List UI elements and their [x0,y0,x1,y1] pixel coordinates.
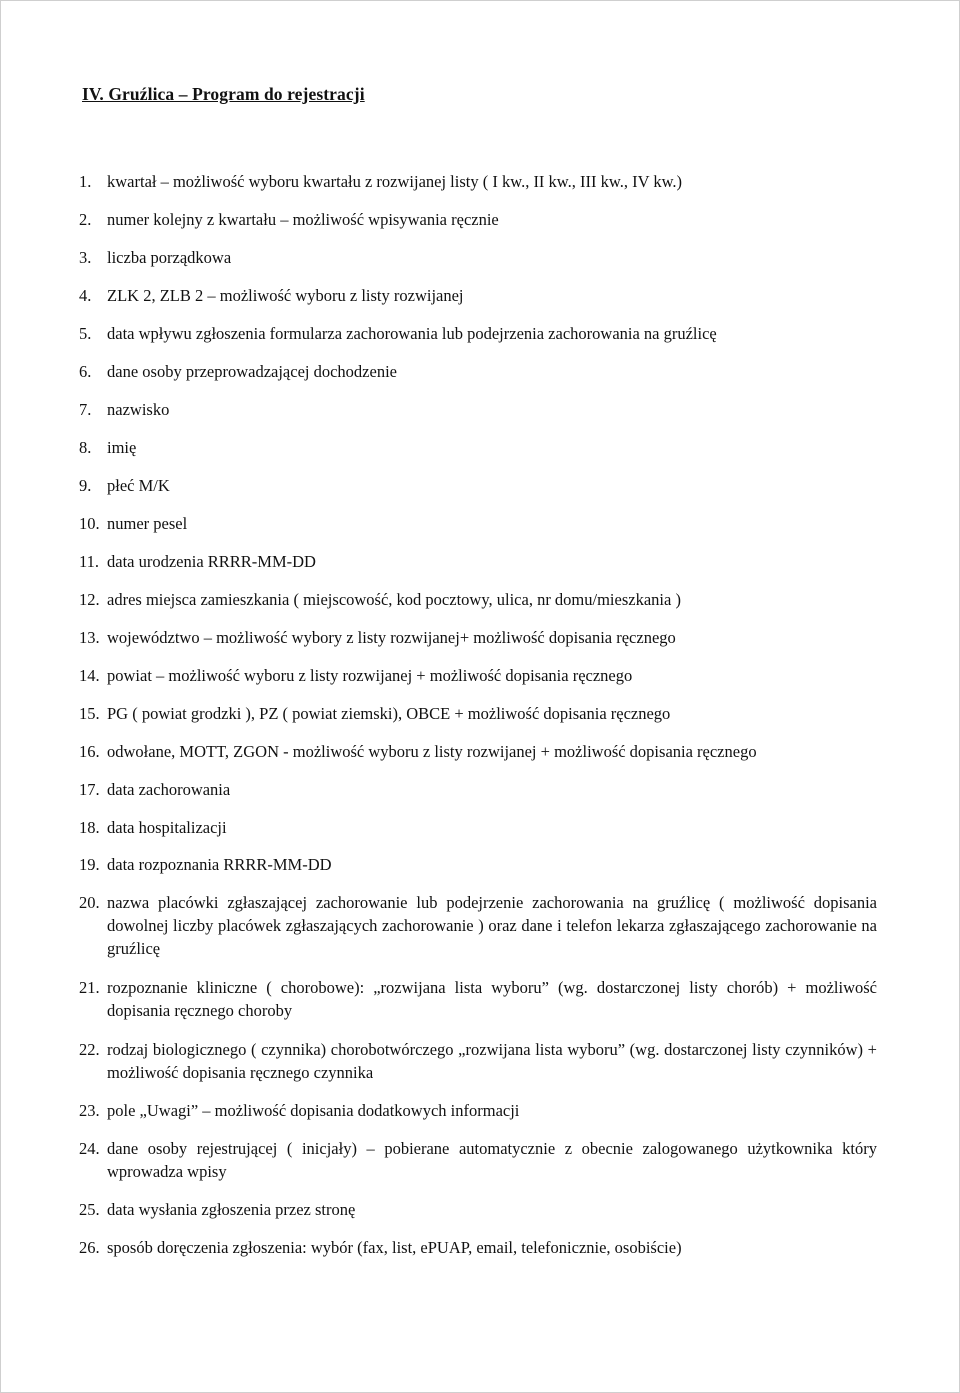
item-text: płeć M/K [107,476,170,495]
item-number: 15. [79,704,100,723]
item-number: 18. [79,818,100,837]
item-text: data hospitalizacji [107,818,227,837]
item-text: powiat – możliwość wyboru z listy rozwijanej + możliwość dopisania ręcznego [107,666,633,685]
item-text: odwołane, MOTT, ZGON - możliwość wyboru z listy rozwijanej + możliwość dopisania ręcznego [107,742,757,761]
item-number: 3. [79,248,92,267]
item-text: data rozpoznania RRRR-MM-DD [107,855,332,874]
item-number: 4. [79,286,92,305]
item-number: 7. [79,400,92,419]
item-number: 11. [79,552,100,571]
item-number: 9. [79,476,92,495]
item-text: rozpoznanie kliniczne ( chorobowe): „rozwijana lista wyboru” (wg. dostarczonej listy chorób) + możliwość dopisania ręcznego choroby [107,978,877,1020]
item-text: nazwisko [107,400,170,419]
item-text: liczba porządkowa [107,248,232,267]
item-text: imię [107,438,137,457]
item-number: 1. [79,172,92,191]
item-number: 13. [79,628,100,647]
item-number: 22. [79,1040,100,1059]
item-number: 10. [79,514,100,533]
item-number: 21. [79,978,100,997]
item-number: 20. [79,893,100,912]
item-text: data wpływu zgłoszenia formularza zachorowania lub podejrzenia zachorowania na gruźlicę [107,324,717,343]
item-number: 5. [79,324,92,343]
item-text: dane osoby przeprowadzającej dochodzenie [107,362,397,381]
item-text: ZLK 2, ZLB 2 – możliwość wyboru z listy rozwijanej [107,286,464,305]
section-heading: IV. Gruźlica – Program do rejestracji [82,84,365,104]
item-text: data urodzenia RRRR-MM-DD [107,552,316,571]
item-number: 2. [79,210,92,229]
item-number: 14. [79,666,100,685]
item-text: nazwa placówki zgłaszającej zachorowanie lub podejrzenie zachorowania na gruźlicę ( możliwość dopisania dowolnej liczby placówek zgłaszających zachorowanie ) oraz dane i telefon lekarza zgłaszającego zachorowanie na gruźlicę [107,893,877,958]
item-text: adres miejsca zamieszkania ( miejscowość, kod pocztowy, ulica, nr domu/mieszkania ) [107,590,681,609]
item-number: 23. [79,1101,100,1120]
item-text: dane osoby rejestrującej ( inicjały) – pobierane automatycznie z obecnie zalogowanego użytkownika który wprowadza wpisy [107,1139,877,1181]
item-number: 26. [79,1238,100,1257]
item-number: 12. [79,590,100,609]
item-text: sposób doręczenia zgłoszenia: wybór (fax, list, ePUAP, email, telefonicznie, osobiście) [107,1238,682,1257]
item-number: 16. [79,742,100,761]
item-text: pole „Uwagi” – możliwość dopisania dodatkowych informacji [107,1101,520,1120]
item-text: data zachorowania [107,780,231,799]
item-number: 25. [79,1200,100,1219]
item-text: kwartał – możliwość wyboru kwartału z rozwijanej listy ( I kw., II kw., III kw., IV kw.) [107,172,683,191]
item-text: data wysłania zgłoszenia przez stronę [107,1200,356,1219]
item-text: rodzaj biologicznego ( czynnika) chorobotwórczego „rozwijana lista wyboru” (wg. dostarczonej listy czynników) + możliwość dopisania ręcznego czynnika [107,1040,877,1082]
item-text: PG ( powiat grodzki ), PZ ( powiat ziemski), OBCE + możliwość dopisania ręcznego [107,704,671,723]
item-number: 24. [79,1139,100,1158]
item-text: numer pesel [107,514,188,533]
item-number: 8. [79,438,92,457]
item-number: 6. [79,362,92,381]
item-text: województwo – możliwość wybory z listy rozwijanej+ możliwość dopisania ręcznego [107,628,676,647]
item-text: numer kolejny z kwartału – możliwość wpisywania ręcznie [107,210,499,229]
item-number: 17. [79,780,100,799]
item-number: 19. [79,855,100,874]
